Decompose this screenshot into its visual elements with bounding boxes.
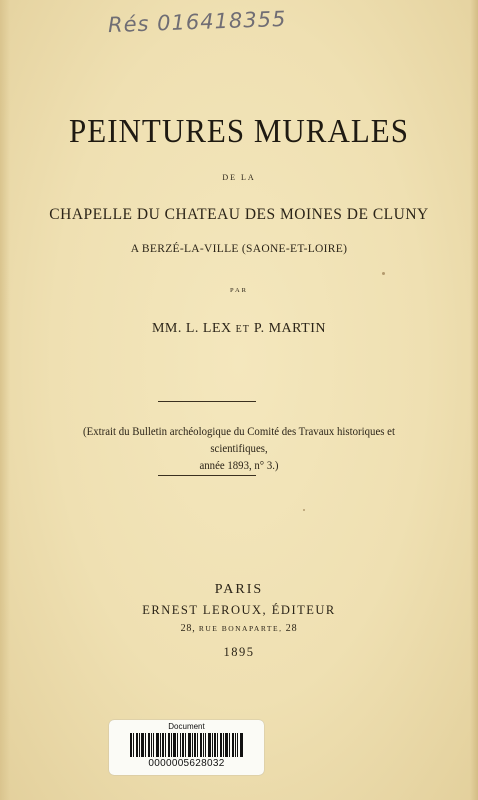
address-number-2: 28 xyxy=(285,623,298,634)
handwritten-shelfmark: Rés 016418355 xyxy=(107,6,287,38)
paper-speck xyxy=(303,509,305,511)
title-connector: DE LA xyxy=(222,173,256,182)
author-conjunction: ET xyxy=(235,324,250,335)
authors-line xyxy=(0,321,478,337)
author-first: MM. L. LEX xyxy=(151,321,232,336)
library-barcode-label xyxy=(109,720,264,775)
divider-bottom xyxy=(158,475,256,476)
by-line: PAR xyxy=(229,287,249,294)
barcode-number: 0000005628032 xyxy=(148,758,225,769)
imprint-address xyxy=(0,623,478,634)
divider-top xyxy=(158,401,256,402)
label-heading: Document xyxy=(168,722,205,731)
address-street: RUE BONAPARTE, xyxy=(198,624,283,633)
address-number: 28, xyxy=(180,623,196,634)
author-second: P. MARTIN xyxy=(253,321,326,336)
book-subtitle: CHAPELLE DU CHATEAU DES MOINES DE CLUNY xyxy=(49,206,429,223)
extract-line-2: année 1893, n° 3.) xyxy=(199,460,279,472)
book-title: PEINTURES MURALES xyxy=(69,111,409,150)
barcode-icon xyxy=(130,733,243,757)
imprint-city: PARIS xyxy=(214,582,264,597)
paper-speck xyxy=(382,272,385,275)
imprint-year: 1895 xyxy=(223,645,255,659)
extract-line-1: (Extrait du Bulletin archéologique du Comité des Travaux historiques et scientifiques, xyxy=(83,426,395,455)
imprint-publisher: ERNEST LEROUX, ÉDITEUR xyxy=(142,603,336,617)
extract-note xyxy=(14,424,463,475)
location-line: A BERZÉ-LA-VILLE (SAONE-ET-LOIRE) xyxy=(130,243,348,255)
